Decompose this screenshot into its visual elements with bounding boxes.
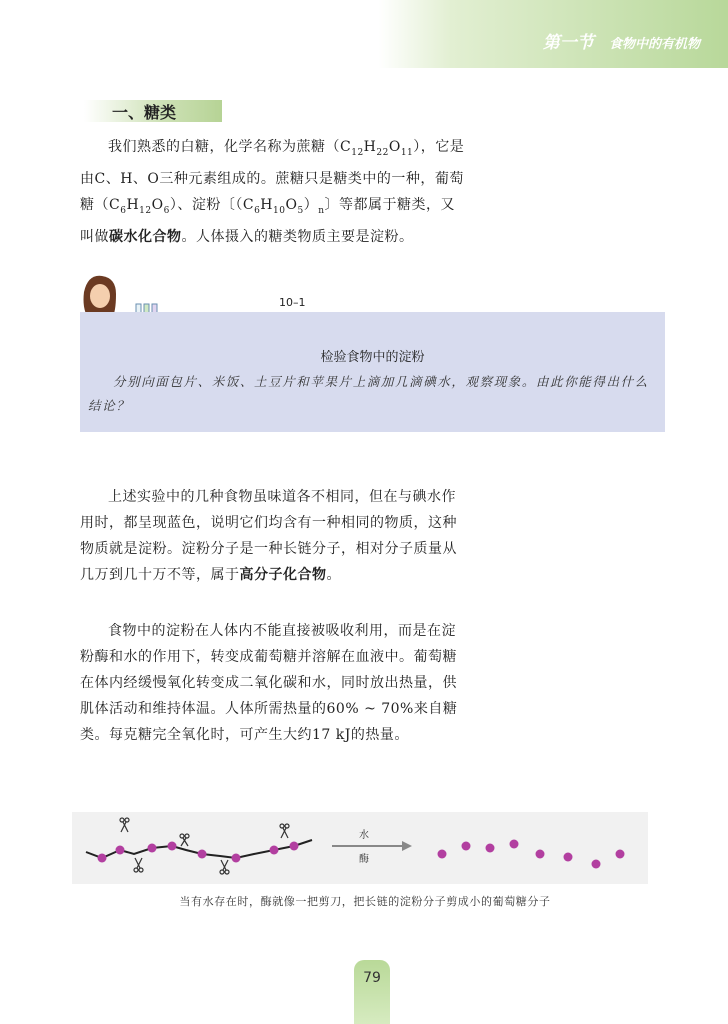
arrow-label-water: 水: [359, 830, 369, 841]
header-title: [543, 28, 700, 53]
section-heading-text: 一、糖类: [112, 103, 177, 122]
experiment-title: 检验食物中的淀粉: [320, 350, 425, 365]
starch-paragraph: 上述实验中的几种食物虽味道各不相同，但在与碘水作用时，都呈现蓝色，说明它们均含有一种相同的物质，这种物质就是淀粉。淀粉分子是一种长链分子，相对分子质量从几万到几十万不等，属于高分子化合物。: [80, 489, 457, 583]
page-number: 79: [363, 970, 381, 986]
arrow-label-enzyme: 酶: [359, 854, 369, 865]
experiment-box: [80, 312, 665, 432]
enzyme-diagram: [72, 812, 648, 884]
diagram-caption: 当有水存在时，酶就像一把剪刀，把长链的淀粉分子剪成小的葡萄糖分子: [179, 895, 551, 908]
reaction-arrow: [332, 841, 412, 851]
experiment-number: 10–1: [279, 296, 306, 309]
scissors-icons: [120, 818, 289, 874]
term-carbohydrate: 碳水化合物: [109, 228, 182, 245]
term-polymer: 高分子化合物: [239, 567, 327, 583]
section-heading: [84, 100, 222, 122]
section-number: 第一节: [542, 33, 594, 53]
glucose-molecules: [438, 840, 625, 869]
experiment-text: 分别向面包片、米饭、土豆片和苹果片上滴加几滴碘水，观察现象。由此你能得出什么结论？: [88, 374, 649, 413]
intro-paragraph: 我们熟悉的白糖，化学名称为蔗糖$(C_{12}H_{22}O_{11})$，它是由C、H、O三种元素组成的。蔗糖只是糖类中的一种，葡萄糖$(C_6H_{12}O_6)$、淀粉〔$(C_6H_{10}O_5)_n$〕等都属于糖类，又叫做碳水化合物。人体摄入的糖类物质主要是淀粉。: [80, 139, 465, 245]
starch-chain: [86, 840, 312, 863]
enzyme-diagram-svg: [72, 812, 648, 884]
digestion-paragraph: 食物中的淀粉在人体内不能直接被吸收利用，而是在淀粉酶和水的作用下，转变成葡萄糖并溶解在血液中。葡萄糖在体内经缓慢氧化转变成二氧化碳和水，同时放出热量，供肌体活动和维持体温。人体所需热量的60% ~ 70%来自糖类。每克糖完全氧化时，可产生大约17 kJ的热量。: [80, 623, 458, 743]
chapter-topic: 食物中的有机物: [608, 37, 700, 52]
